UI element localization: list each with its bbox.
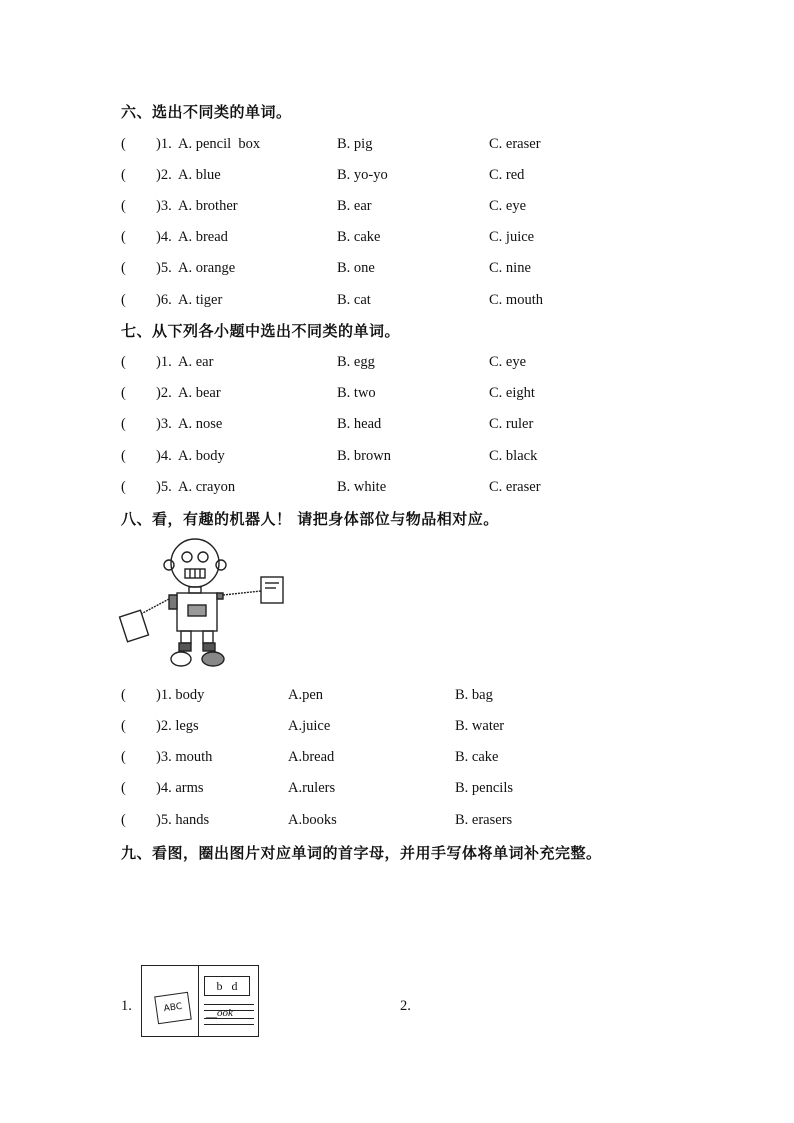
- answer-blank[interactable]: [129, 260, 157, 276]
- option-b: B. one: [337, 260, 375, 276]
- option-a: A. orange: [178, 260, 236, 276]
- question-number: )3.: [156, 198, 172, 214]
- question-number: )4.: [156, 229, 172, 245]
- answer-blank[interactable]: [129, 229, 157, 245]
- question-number: )5. hands: [156, 812, 210, 828]
- question-number: )4.: [156, 448, 172, 464]
- robot-illustration: [113, 533, 293, 671]
- answer-blank[interactable]: [129, 718, 157, 734]
- option-a: A. bear: [178, 385, 221, 401]
- option-a: A.books: [288, 812, 337, 828]
- answer-blank[interactable]: [129, 812, 157, 828]
- answer-blank[interactable]: [129, 479, 157, 495]
- robot-leg-left-lower: [179, 643, 191, 651]
- word-hint: __ook: [206, 1007, 233, 1019]
- answer-blank[interactable]: [129, 292, 157, 308]
- section-9-title: 九、看图，圈出图片对应单词的首字母，并用手写体将单词补充完整。: [121, 844, 602, 862]
- question-number: )6.: [156, 292, 172, 308]
- paren-open: (: [121, 812, 126, 828]
- option-c: C. juice: [489, 229, 535, 245]
- letter-choices-box: [204, 976, 250, 996]
- option-c: C. mouth: [489, 292, 543, 308]
- question-number: )5.: [156, 479, 172, 495]
- option-a: A. brother: [178, 198, 238, 214]
- option-a: A. blue: [178, 167, 221, 183]
- option-b: B. ear: [337, 198, 372, 214]
- question-number: )3.: [156, 416, 172, 432]
- section-7-title: 七、从下列各小题中选出不同类的单词。: [121, 322, 401, 340]
- option-b: B. white: [337, 479, 387, 495]
- option-b: B. cake: [337, 229, 381, 245]
- section-8-title: 八、看，有趣的机器人！ 请把身体部位与物品相对应。: [121, 510, 499, 528]
- question-number: )1.: [156, 354, 172, 370]
- section-6-title: 六、选出不同类的单词。: [121, 103, 292, 121]
- paren-open: (: [121, 416, 126, 432]
- option-a: A. nose: [178, 416, 223, 432]
- question-number: )3. mouth: [156, 749, 213, 765]
- robot-arm-right: [223, 591, 261, 595]
- robot-foot-right: [202, 652, 224, 666]
- answer-blank[interactable]: [129, 780, 157, 796]
- book-cover-text: ABC: [163, 1001, 183, 1015]
- option-c: C. eye: [489, 198, 527, 214]
- question-number: )2.: [156, 385, 172, 401]
- robot-book-right: [261, 577, 283, 603]
- letter-choices: b d: [216, 979, 238, 993]
- option-b: B. bag: [455, 687, 493, 703]
- option-c: C. nine: [489, 260, 531, 276]
- option-c: C. ruler: [489, 416, 534, 432]
- question-1-label: 1.: [121, 998, 132, 1014]
- robot-leg-right-upper: [203, 631, 213, 643]
- answer-blank[interactable]: [129, 687, 157, 703]
- question-number: )1. body: [156, 687, 205, 703]
- paren-open: (: [121, 718, 126, 734]
- option-a: A.rulers: [288, 780, 336, 796]
- robot-shoulder-left: [169, 595, 177, 609]
- option-a: A. pencil box: [178, 136, 261, 152]
- paren-open: (: [121, 780, 126, 796]
- question-2-label: 2.: [400, 998, 411, 1014]
- answer-blank[interactable]: [129, 749, 157, 765]
- option-b: B. egg: [337, 354, 375, 370]
- answer-blank[interactable]: [129, 167, 157, 183]
- paren-open: (: [121, 448, 126, 464]
- answer-blank[interactable]: [129, 385, 157, 401]
- option-b: B. cat: [337, 292, 371, 308]
- question-1-picture-card: [141, 965, 259, 1037]
- robot-shoulder-right: [217, 593, 223, 599]
- question-number: )4. arms: [156, 780, 204, 796]
- option-b: B. water: [455, 718, 505, 734]
- robot-neck: [189, 587, 201, 593]
- option-c: C. eraser: [489, 479, 541, 495]
- paren-open: (: [121, 354, 126, 370]
- option-b: B. pig: [337, 136, 373, 152]
- robot-leg-right-lower: [203, 643, 215, 651]
- option-b: B. cake: [455, 749, 499, 765]
- book-icon: [154, 992, 192, 1024]
- robot-eye-right: [198, 552, 208, 562]
- option-c: C. black: [489, 448, 538, 464]
- paren-open: (: [121, 136, 126, 152]
- option-a: A. bread: [178, 229, 228, 245]
- option-b: B. two: [337, 385, 376, 401]
- paren-open: (: [121, 167, 126, 183]
- paren-open: (: [121, 479, 126, 495]
- paren-open: (: [121, 229, 126, 245]
- option-a: A. crayon: [178, 479, 236, 495]
- answer-blank[interactable]: [129, 416, 157, 432]
- answer-blank[interactable]: [129, 448, 157, 464]
- question-number: )1.: [156, 136, 172, 152]
- option-c: C. eight: [489, 385, 535, 401]
- option-a: A.bread: [288, 749, 335, 765]
- answer-blank[interactable]: [129, 354, 157, 370]
- question-number: )2.: [156, 167, 172, 183]
- option-b: B. head: [337, 416, 382, 432]
- robot-arm-left: [139, 599, 169, 615]
- robot-body-panel: [188, 605, 206, 616]
- option-a: A.juice: [288, 718, 331, 734]
- option-a: A.pen: [288, 687, 324, 703]
- option-a: A. ear: [178, 354, 214, 370]
- question-number: )5.: [156, 260, 172, 276]
- paren-open: (: [121, 687, 126, 703]
- robot-leg-left-upper: [181, 631, 191, 643]
- paren-open: (: [121, 292, 126, 308]
- robot-eye-left: [182, 552, 192, 562]
- paren-open: (: [121, 260, 126, 276]
- robot-head: [171, 539, 219, 587]
- robot-foot-left: [171, 652, 191, 666]
- paren-open: (: [121, 749, 126, 765]
- paren-open: (: [121, 385, 126, 401]
- robot-book-left: [120, 610, 149, 642]
- option-b: B. yo-yo: [337, 167, 388, 183]
- option-b: B. brown: [337, 448, 391, 464]
- option-b: B. erasers: [455, 812, 513, 828]
- option-a: A. body: [178, 448, 225, 464]
- robot-ear-right: [216, 560, 226, 570]
- option-c: C. red: [489, 167, 525, 183]
- option-b: B. pencils: [455, 780, 513, 796]
- option-c: C. eye: [489, 354, 527, 370]
- paren-open: (: [121, 198, 126, 214]
- option-c: C. eraser: [489, 136, 541, 152]
- option-a: A. tiger: [178, 292, 223, 308]
- answer-blank[interactable]: [129, 136, 157, 152]
- answer-blank[interactable]: [129, 198, 157, 214]
- robot-ear-left: [164, 560, 174, 570]
- question-number: )2. legs: [156, 718, 199, 734]
